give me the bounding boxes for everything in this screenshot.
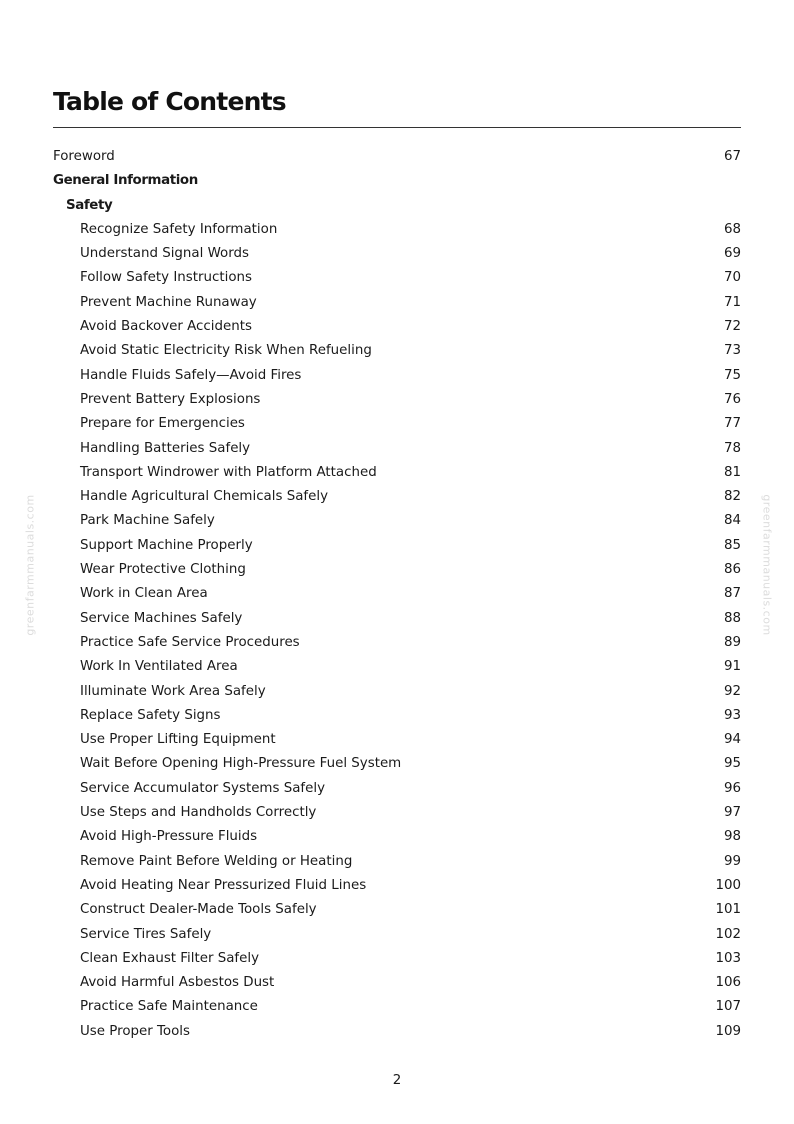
toc-entry-label: Follow Safety Instructions xyxy=(80,270,252,286)
toc-entry-page-number: 76 xyxy=(723,391,741,407)
toc-entry-label: Illuminate Work Area Safely xyxy=(80,683,266,699)
toc-entry-label: Replace Safety Signs xyxy=(80,707,221,723)
page-title: Table of Contents xyxy=(53,87,286,116)
toc-entry-page-number: 107 xyxy=(715,999,741,1015)
toc-entry-page-number: 82 xyxy=(723,489,741,505)
toc-entry[interactable] xyxy=(53,777,741,801)
toc-entry-label: Avoid Heating Near Pressurized Fluid Lines xyxy=(80,877,367,893)
toc-entry-label: Avoid High-Pressure Fluids xyxy=(80,829,258,845)
toc-entry-label: Transport Windrower with Platform Attached xyxy=(80,464,377,480)
toc-entry[interactable] xyxy=(53,339,741,363)
toc-entry-label: Park Machine Safely xyxy=(80,513,215,529)
watermark-left: greenfarmmanuals.com xyxy=(23,494,37,636)
toc-entry-page-number: 91 xyxy=(723,659,741,675)
toc-entry-label: Recognize Safety Information xyxy=(80,221,278,237)
toc-entry-page-number: 99 xyxy=(723,853,741,869)
toc-entry[interactable] xyxy=(53,825,741,849)
toc-entry-label: Use Proper Tools xyxy=(80,1023,191,1039)
toc-entry-label: Foreword xyxy=(53,149,115,164)
toc-entry[interactable] xyxy=(53,752,741,776)
toc-entry[interactable] xyxy=(53,558,741,582)
toc-entry-label: Prevent Machine Runaway xyxy=(80,294,257,310)
toc-entry-page-number: 101 xyxy=(715,902,741,918)
watermark-right: greenfarmmanuals.com xyxy=(760,494,774,636)
toc-entry[interactable] xyxy=(53,291,741,315)
toc-entry[interactable] xyxy=(53,728,741,752)
toc-entry-label: Handle Fluids Safely—Avoid Fires xyxy=(80,367,302,383)
toc-entry-label: Handle Agricultural Chemicals Safely xyxy=(80,489,329,505)
toc-entry-page-number: 87 xyxy=(723,586,741,602)
toc-entry-page-number: 89 xyxy=(723,634,741,650)
toc-entry-page-number: 75 xyxy=(723,367,741,383)
toc-entry-label: Prepare for Emergencies xyxy=(80,416,245,432)
toc-entry-label: Work In Ventilated Area xyxy=(80,659,238,675)
toc-entry[interactable] xyxy=(53,485,741,509)
toc-entry-page-number: 98 xyxy=(723,829,741,845)
toc-entry[interactable] xyxy=(53,437,741,461)
toc-entry-label: Clean Exhaust Filter Safely xyxy=(80,950,260,966)
toc-entry[interactable] xyxy=(53,971,741,995)
toc-entry[interactable] xyxy=(53,315,741,339)
toc-entry[interactable] xyxy=(53,1020,741,1044)
toc-entry-label: Safety xyxy=(66,197,113,213)
toc-entry-page-number: 103 xyxy=(715,950,741,966)
toc-entry[interactable] xyxy=(53,874,741,898)
toc-entry[interactable] xyxy=(53,582,741,606)
toc-entry-page-number: 73 xyxy=(723,343,741,359)
toc-entry[interactable] xyxy=(53,364,741,388)
toc-entry-label: Handling Batteries Safely xyxy=(80,440,251,456)
toc-entry-label: Understand Signal Words xyxy=(80,246,249,262)
toc-entry[interactable] xyxy=(53,218,741,242)
toc-entry-page-number: 69 xyxy=(723,246,741,262)
toc-entry[interactable] xyxy=(53,145,741,169)
toc-entry[interactable] xyxy=(53,947,741,971)
toc-entry-page-number: 70 xyxy=(723,270,741,286)
toc-entry-page-number: 100 xyxy=(715,877,741,893)
toc-entry-label: Service Machines Safely xyxy=(80,610,243,626)
toc-entry-page-number: 72 xyxy=(723,319,741,335)
toc-entry-label: Prevent Battery Explosions xyxy=(80,391,261,407)
toc-entry-label: Remove Paint Before Welding or Heating xyxy=(80,853,353,869)
toc-entry-label: Practice Safe Service Procedures xyxy=(80,634,300,650)
toc-entry-page-number: 93 xyxy=(723,707,741,723)
toc-entry-page-number: 95 xyxy=(723,756,741,772)
page-number: 2 xyxy=(392,1073,402,1088)
toc-entry-page-number: 97 xyxy=(723,805,741,821)
toc-entry-page-number: 94 xyxy=(723,732,741,748)
toc-entry-label: Wear Protective Clothing xyxy=(80,562,246,578)
toc-entry-page-number: 92 xyxy=(723,683,741,699)
toc-entry[interactable] xyxy=(53,995,741,1019)
toc-entry[interactable] xyxy=(53,242,741,266)
toc-entry-label: Service Tires Safely xyxy=(80,926,212,942)
toc-entry[interactable] xyxy=(53,509,741,533)
toc-entry[interactable] xyxy=(53,412,741,436)
toc-entry-page-number: 85 xyxy=(723,537,741,553)
toc-entry-label: Support Machine Properly xyxy=(80,537,253,553)
toc-entry-label: Avoid Backover Accidents xyxy=(80,319,252,335)
toc-entry[interactable] xyxy=(53,801,741,825)
toc-entry[interactable] xyxy=(53,461,741,485)
toc-entry-page-number: 71 xyxy=(723,294,741,310)
toc-entry-page-number: 68 xyxy=(723,221,741,237)
toc-entry[interactable] xyxy=(53,898,741,922)
toc-entry-page-number: 96 xyxy=(723,780,741,796)
toc-entry-page-number: 86 xyxy=(723,562,741,578)
toc-entry-label: Avoid Harmful Asbestos Dust xyxy=(80,975,275,991)
toc-section-heading xyxy=(53,194,741,218)
toc-entry-label: General Information xyxy=(53,173,198,189)
toc-entry-page-number: 106 xyxy=(715,975,741,991)
toc-entry-label: Use Proper Lifting Equipment xyxy=(80,732,276,748)
toc-entry-label: Wait Before Opening High-Pressure Fuel System xyxy=(80,756,402,772)
toc-entry[interactable] xyxy=(53,680,741,704)
toc-entry[interactable] xyxy=(53,704,741,728)
toc-entry[interactable] xyxy=(53,631,741,655)
toc-entry-label: Practice Safe Maintenance xyxy=(80,999,258,1015)
toc-entry-page-number: 109 xyxy=(715,1023,741,1039)
toc-entry-page-number: 102 xyxy=(715,926,741,942)
title-divider xyxy=(53,127,741,128)
toc-entry[interactable] xyxy=(53,607,741,631)
toc-entry-page-number: 78 xyxy=(723,440,741,456)
toc-entry-page-number: 67 xyxy=(723,149,741,164)
toc-entry-label: Work in Clean Area xyxy=(80,586,208,602)
toc-entry-page-number: 77 xyxy=(723,416,741,432)
toc-entry-page-number: 88 xyxy=(723,610,741,626)
toc-entry-label: Service Accumulator Systems Safely xyxy=(80,780,326,796)
toc-entry-label: Avoid Static Electricity Risk When Refueling xyxy=(80,343,372,359)
toc-entry[interactable] xyxy=(53,534,741,558)
toc-entry[interactable] xyxy=(53,923,741,947)
toc-entry[interactable] xyxy=(53,266,741,290)
toc-entry-label: Construct Dealer-Made Tools Safely xyxy=(80,902,317,918)
toc-entry[interactable] xyxy=(53,388,741,412)
toc-entry[interactable] xyxy=(53,850,741,874)
toc-section-heading xyxy=(53,169,741,193)
toc-entry[interactable] xyxy=(53,655,741,679)
toc-entry-page-number: 81 xyxy=(723,464,741,480)
toc-entry-page-number: 84 xyxy=(723,513,741,529)
table-of-contents xyxy=(53,145,741,1044)
toc-entry-label: Use Steps and Handholds Correctly xyxy=(80,805,317,821)
